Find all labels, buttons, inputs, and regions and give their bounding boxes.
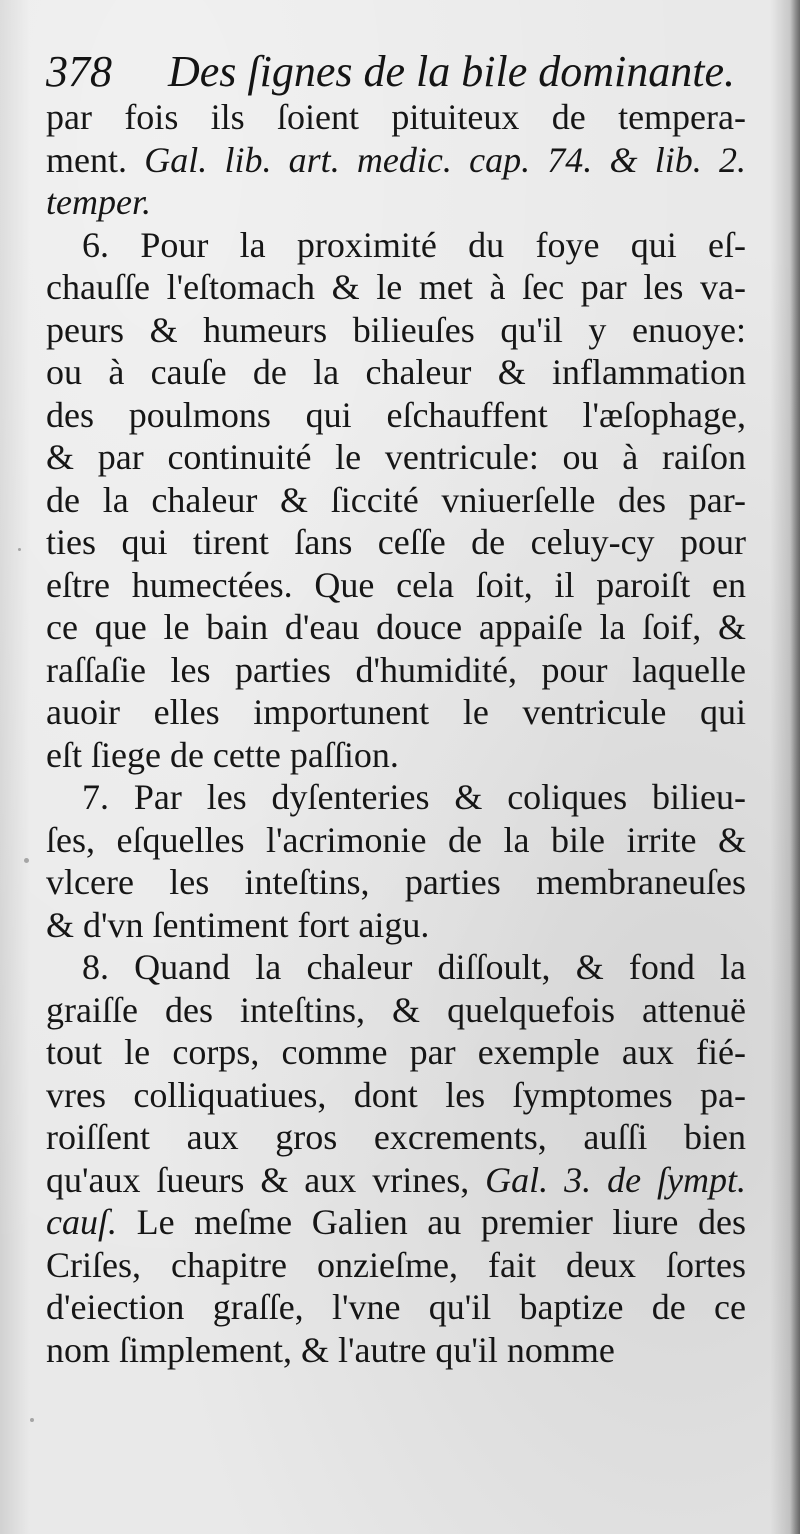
text-line (46, 224, 746, 267)
text-line (46, 1329, 746, 1372)
line-text: auoir elles importunent le ventricule qui (46, 692, 746, 732)
line-text: chauſſe l'eſtomach & le met à ſec par les va- (46, 267, 746, 307)
line-text: d'eiection graſſe, l'vne qu'il baptize de ce (46, 1287, 746, 1327)
line-text: & d'vn ſentiment fort aigu. (46, 904, 430, 945)
text-line (46, 1286, 746, 1329)
line-text: peurs & humeurs bilieuſes qu'il y enuoye: (46, 309, 746, 350)
text-line (46, 479, 746, 522)
text-line (46, 861, 746, 904)
line-text: des poulmons qui eſchauffent l'æſophage, (46, 394, 746, 435)
text-line (46, 691, 746, 734)
line-text: nom ſimplement, & l'autre qu'il nomme (46, 1329, 615, 1370)
line-text: tout le corps, comme par exemple aux fié- (46, 1032, 746, 1072)
citation: cauſ. (46, 1202, 117, 1242)
line-text: ties qui tirent ſans ceſſe de celuy-cy pour (46, 522, 746, 562)
line-text: Criſes, chapitre onzieſme, fait deux ſortes (46, 1244, 746, 1285)
line-text: roiſſent aux gros excrements, auſſi bien (46, 1117, 746, 1157)
line-text: Par les dyſenteries & coliques bilieu- (133, 777, 746, 817)
line-text: ce que le bain d'eau douce appaiſe la ſoif, & (46, 607, 746, 647)
text-line (46, 1201, 746, 1244)
page-number: 378 (46, 47, 112, 96)
text-line (46, 266, 746, 309)
line-text: & par continuité le ventricule: ou à raiſon (46, 437, 746, 477)
line-text: Le meſme Galien au premier liure des (116, 1202, 746, 1242)
text-line (46, 649, 746, 692)
text-line (46, 606, 746, 649)
text-line (46, 139, 746, 182)
text-line (46, 946, 746, 989)
ink-speck (24, 858, 29, 863)
text-line (46, 521, 746, 564)
citation: Gal. lib. art. medic. cap. 74. & lib. 2. (144, 139, 746, 180)
line-text: Quand la chaleur diſſoult, & fond la (134, 947, 746, 987)
text-line (46, 436, 746, 479)
line-text: vres colliquatiues, dont les ſymptomes pa- (46, 1074, 746, 1115)
line-text: graiſſe des inteſtins, & quelquefois attenuë (46, 989, 746, 1030)
text-line (46, 351, 746, 394)
text-line (46, 989, 746, 1032)
text-line (46, 1159, 746, 1202)
line-text: ou à cauſe de la chaleur & inflammation (46, 352, 746, 392)
text-line (46, 96, 746, 139)
ink-speck (18, 548, 21, 551)
text-line (46, 564, 746, 607)
running-head (46, 42, 766, 102)
citation: Gal. 3. de ſympt. (485, 1159, 746, 1200)
text-line (46, 1244, 746, 1287)
text-line (46, 394, 746, 437)
line-text: Pour la proximité du foye qui eſ- (140, 224, 747, 265)
text-line (46, 904, 746, 947)
running-title: Des ſignes de la bile dominante. (168, 47, 736, 96)
text-line (46, 181, 746, 224)
citation: temper. (46, 182, 151, 222)
line-text: vlcere les inteſtins, parties membraneuſes (46, 862, 746, 902)
text-line (46, 734, 746, 777)
line-text: raſſaſie les parties d'humidité, pour laquelle (46, 649, 746, 690)
paragraph-number: 6. (82, 224, 109, 265)
line-text: eſtre humectées. Que cela ſoit, il paroiſt en (46, 564, 746, 605)
text-line (46, 1074, 746, 1117)
text-line (46, 776, 746, 819)
text-line (46, 1116, 746, 1159)
text-line (46, 309, 746, 352)
body-text (46, 96, 746, 1371)
line-text: de la chaleur & ſiccité vniuerſelle des par- (46, 479, 746, 520)
line-text: eſt ſiege de cette paſſion. (46, 734, 399, 775)
paragraph-number: 8. (82, 947, 109, 987)
ink-speck (30, 1418, 34, 1422)
text-line (46, 1031, 746, 1074)
text-line (46, 819, 746, 862)
paragraph-number: 7. (82, 777, 109, 817)
line-text: ment. (46, 139, 145, 180)
page-edge-shadow (790, 0, 800, 1534)
line-text: par fois ils ſoient pituiteux de tempera- (46, 97, 746, 137)
line-text: ſes, eſquelles l'acrimonie de la bile irrite & (46, 819, 746, 860)
line-text: qu'aux ſueurs & aux vrines, (46, 1159, 486, 1200)
